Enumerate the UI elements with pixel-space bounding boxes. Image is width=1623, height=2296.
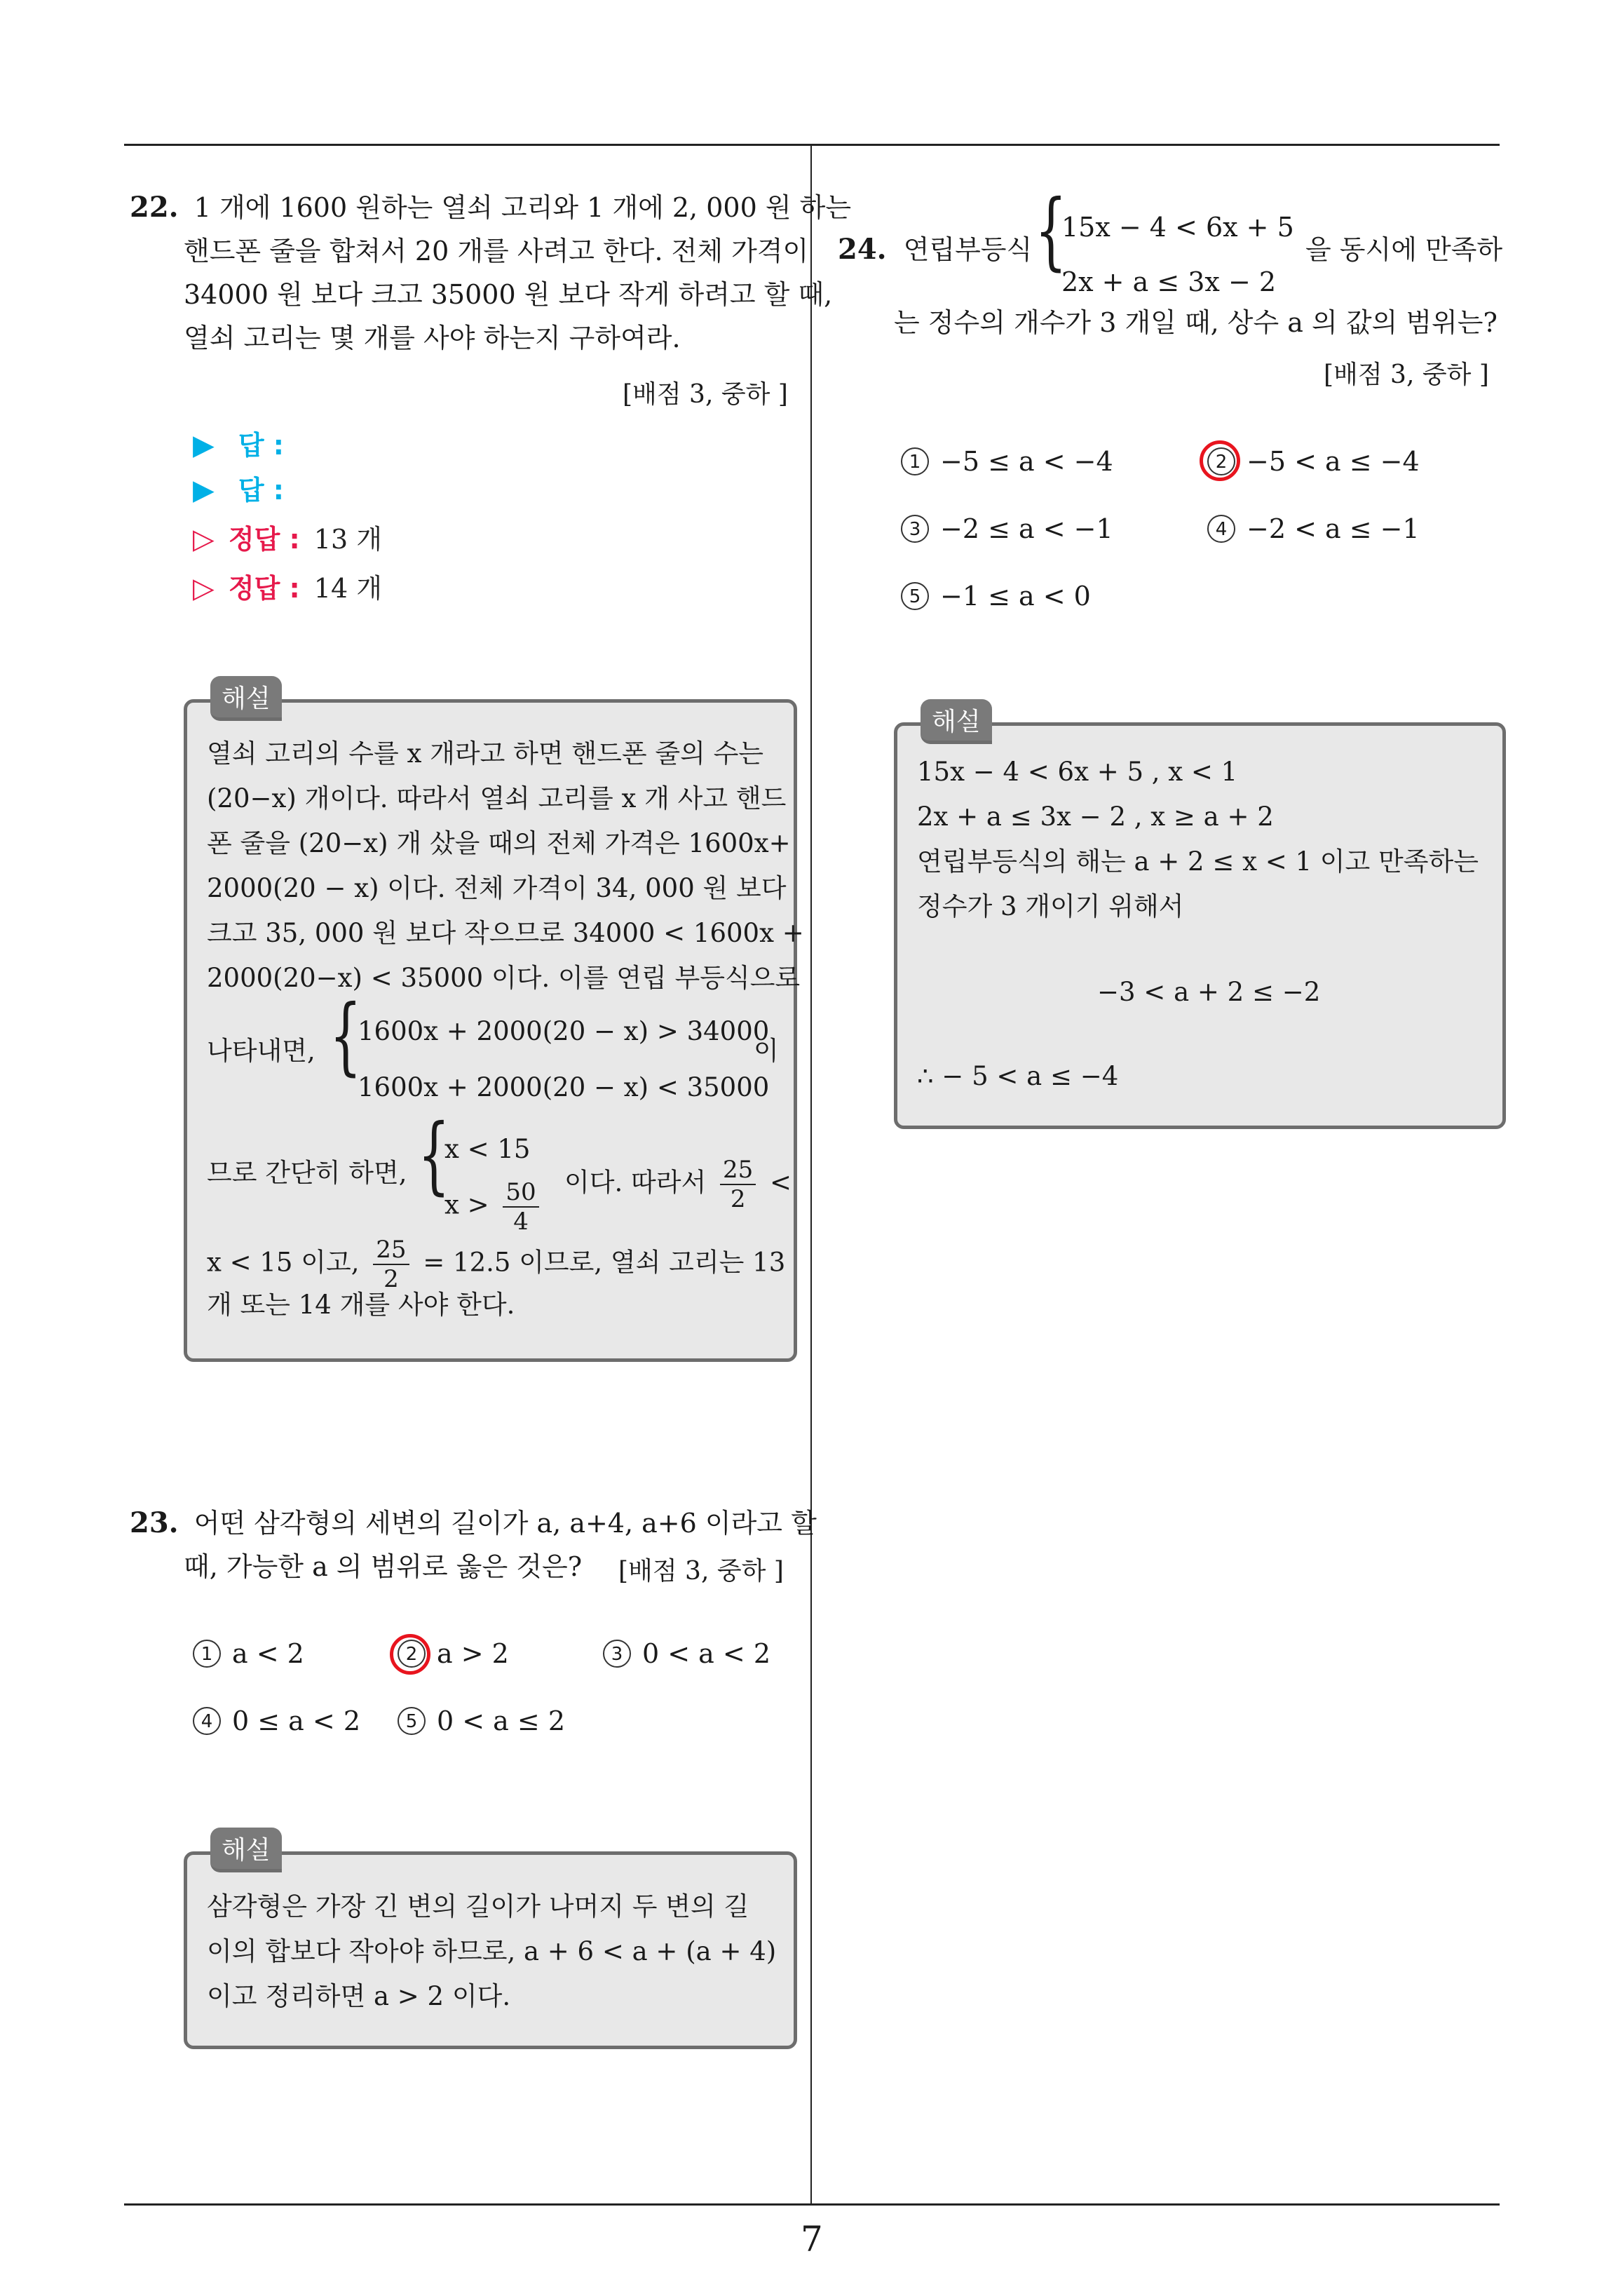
solution-equation: −3 < a + 2 ≤ −2 <box>1097 977 1321 1007</box>
outline-triangle-icon: ▷ <box>193 572 215 605</box>
selected-answer-mark <box>390 1634 430 1675</box>
solution-text: 이다. 따라서 $\frac{25}{2}$ < <box>564 1156 792 1213</box>
correct-value: 14 개 <box>313 573 382 604</box>
circled-number-icon: 1 <box>193 1640 221 1668</box>
inequality: x > $\frac{50}{4}$ <box>444 1178 545 1236</box>
circled-number-icon: 3 <box>603 1640 631 1668</box>
question-text-line: 핸드폰 줄을 합쳐서 20 개를 사려고 한다. 전체 가격이 <box>184 236 809 266</box>
solution-line: 폰 줄을 (20−x) 개 샀을 때의 전체 가격은 1600x+ <box>207 828 791 858</box>
score-meta: [배점 3, 중하 ] <box>618 1557 784 1586</box>
choice-4[interactable]: 4 −2 < a ≤ −1 <box>1207 513 1420 546</box>
bottom-rule <box>124 2203 1500 2206</box>
question-text-line: 34000 원 보다 크고 35000 원 보다 작게 하려고 할 때, <box>184 279 833 310</box>
choice-2[interactable]: 2 −5 < a ≤ −4 <box>1207 446 1420 478</box>
solution-line: 2000(20 − x) 이다. 전체 가격이 34, 000 원 보다 <box>207 873 787 903</box>
page-number: 7 <box>801 2219 823 2260</box>
choice-1[interactable]: 1 −5 ≤ a < −4 <box>901 446 1113 478</box>
circled-number-icon: 5 <box>901 582 929 610</box>
solution-line: 연립부등식의 해는 a + 2 ≤ x < 1 이고 만족하는 <box>917 846 1479 877</box>
choice-3[interactable]: 3 −2 ≤ a < −1 <box>901 513 1113 546</box>
question-number: 24. <box>838 233 887 266</box>
choice-5[interactable]: 5 0 < a ≤ 2 <box>398 1706 565 1738</box>
solution-line: 열쇠 고리의 수를 x 개라고 하면 핸드폰 줄의 수는 <box>207 738 764 769</box>
triangle-icon: ▶ <box>193 429 215 461</box>
choice-2[interactable]: 2 a > 2 <box>398 1638 509 1670</box>
question-text-line: 는 정수의 개수가 3 개일 때, 상수 a 의 값의 범위는? <box>894 307 1498 338</box>
question-number: 22. <box>130 191 179 224</box>
inequality: x < 15 <box>444 1134 531 1164</box>
question-text: 을 동시에 만족하 <box>1305 234 1503 265</box>
question-text-line: 때, 가능한 a 의 범위로 옳은 것은? <box>184 1551 583 1582</box>
solution-tag: 해설 <box>210 1828 282 1872</box>
inequality: 15x − 4 < 6x + 5 <box>1061 212 1294 243</box>
fraction: $\frac{50}{4}$ <box>503 1178 538 1236</box>
choice-3[interactable]: 3 0 < a < 2 <box>603 1638 770 1670</box>
solution-conclusion: ∴ − 5 < a ≤ −4 <box>917 1061 1119 1091</box>
answer-label: 답 : <box>238 430 284 461</box>
question-text: 연립부등식 <box>903 234 1033 265</box>
answer-label: 답 : <box>238 475 284 506</box>
question-text-line: 열쇠 고리는 몇 개를 사야 하는지 구하여라. <box>184 323 681 353</box>
brace: { <box>330 987 362 1085</box>
solution-line: 정수가 3 개이기 위해서 <box>917 891 1184 921</box>
choice-4[interactable]: 4 0 ≤ a < 2 <box>193 1706 360 1738</box>
solution-line: 이고 정리하면 a > 2 이다. <box>207 1981 511 2011</box>
choice-1[interactable]: 1 a < 2 <box>193 1638 304 1670</box>
question-text-line: 어떤 삼각형의 세변의 길이가 a, a+4, a+6 이라고 할 <box>193 1508 817 1539</box>
question-number: 23. <box>130 1506 179 1539</box>
circled-number-icon: 2 <box>398 1640 426 1668</box>
solution-line: 삼각형은 가장 긴 변의 길이가 나머지 두 변의 길 <box>207 1891 749 1922</box>
solution-line: 크고 35, 000 원 보다 작으므로 34000 < 1600x + <box>207 918 804 948</box>
solution-tag: 해설 <box>921 699 992 744</box>
column-divider <box>810 144 812 2204</box>
solution-text: x < 15 이고, $\frac{25}{2}$ = 12.5 이므로, 열쇠 고리는 13 <box>207 1236 786 1293</box>
score-meta: [배점 3, 중하 ] <box>1324 360 1489 389</box>
fraction: $\frac{25}{2}$ <box>373 1236 409 1293</box>
circled-number-icon: 3 <box>901 515 929 543</box>
circled-number-icon: 5 <box>398 1707 426 1735</box>
correct-answer-row <box>193 567 382 605</box>
top-rule <box>124 144 1500 146</box>
triangle-icon: ▶ <box>193 474 215 506</box>
selected-answer-mark <box>1200 440 1240 481</box>
brace: { <box>1035 182 1067 280</box>
inequality: 1600x + 2000(20 − x) > 34000 <box>358 1016 770 1046</box>
correct-label: 정답 : <box>228 524 300 555</box>
circled-number-icon: 1 <box>901 447 929 475</box>
solution-line: 2x + a ≤ 3x − 2 , x ≥ a + 2 <box>917 802 1274 832</box>
inequality: 2x + a ≤ 3x − 2 <box>1061 266 1277 297</box>
solution-line: 이의 합보다 작아야 하므로, a + 6 < a + (a + 4) <box>207 1936 777 1966</box>
correct-label: 정답 : <box>228 573 300 604</box>
solution-line: 2000(20−x) < 35000 이다. 이를 연립 부등식으로 <box>207 963 801 993</box>
solution-text: 므로 간단히 하면, <box>207 1158 407 1188</box>
question-text-line: 1 개에 1600 원하는 열쇠 고리와 1 개에 2, 000 원 하는 <box>193 192 852 223</box>
solution-line: 15x − 4 < 6x + 5 , x < 1 <box>917 757 1238 787</box>
answer-row <box>193 424 284 462</box>
circled-number-icon: 4 <box>1207 515 1235 543</box>
score-meta: [배점 3, 중하 ] <box>623 380 788 409</box>
answer-row <box>193 468 284 507</box>
choice-5[interactable]: 5 −1 ≤ a < 0 <box>901 581 1091 613</box>
solution-tag: 해설 <box>210 676 282 721</box>
solution-text: 나타내면, <box>207 1036 315 1066</box>
inequality: 1600x + 2000(20 − x) < 35000 <box>358 1072 770 1102</box>
correct-answer-row <box>193 518 382 556</box>
solution-text: 이 <box>754 1036 779 1066</box>
solution-line: (20−x) 개이다. 따라서 열쇠 고리를 x 개 사고 핸드 <box>207 783 787 813</box>
solution-line: 개 또는 14 개를 사야 한다. <box>207 1290 515 1320</box>
brace: { <box>418 1107 450 1204</box>
outline-triangle-icon: ▷ <box>193 523 215 555</box>
circled-number-icon: 2 <box>1207 447 1235 475</box>
circled-number-icon: 4 <box>193 1707 221 1735</box>
correct-value: 13 개 <box>313 524 382 555</box>
fraction: $\frac{25}{2}$ <box>720 1156 756 1213</box>
